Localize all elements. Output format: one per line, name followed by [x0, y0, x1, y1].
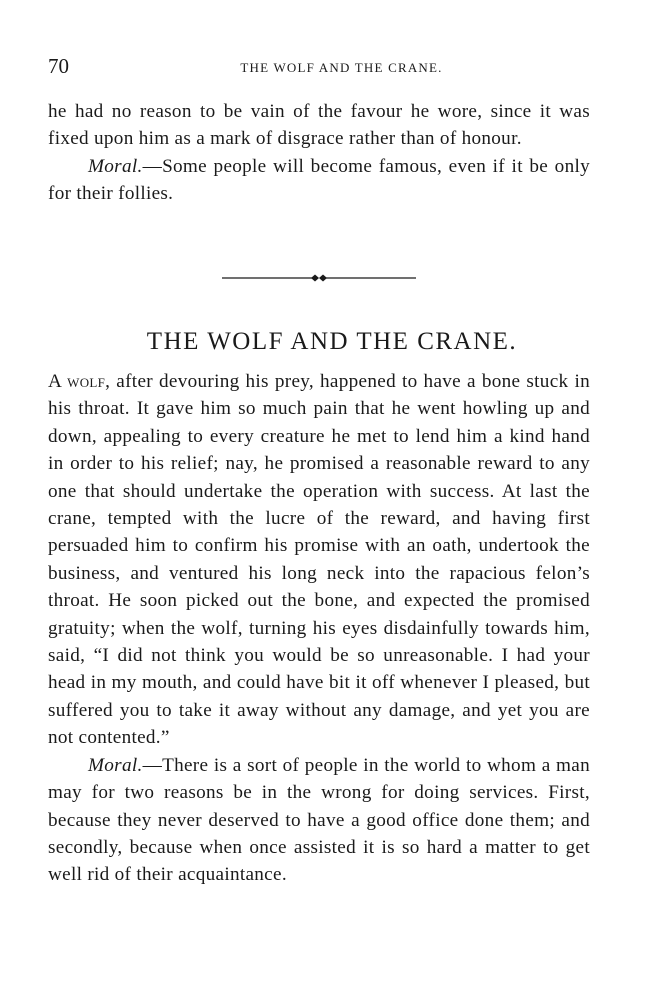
- preceding-fable-paragraph: he had no reason to be vain of the favour he wore, since it was fixed upon him as a mark of disgrace rather than of honour.: [48, 101, 590, 150]
- page-number: 70: [48, 54, 69, 78]
- running-head: [48, 54, 590, 78]
- moral-text: —Some people will become famous, even if it be only for their follies.: [48, 155, 590, 205]
- moral-label: Moral.: [88, 155, 143, 177]
- fable-text: [48, 368, 590, 889]
- fable-opening-word: A wolf,: [48, 371, 111, 392]
- double-diamond-ornament-icon: [222, 270, 416, 286]
- fable-title: THE WOLF AND THE CRANE.: [146, 328, 518, 355]
- fable-paragraph: [48, 368, 590, 752]
- moral-text: —There is a sort of people in the world to whom a man may for two reasons be in the wrong for doing services. First, because they never deserved to have a good office done them; and secondly, because when once assisted it is so hard a matter to get well rid of their acquaintance.: [48, 754, 590, 886]
- preceding-fable-moral: [48, 153, 590, 208]
- preceding-fable-ending: [48, 98, 590, 208]
- fable-moral: [48, 752, 590, 889]
- running-title: THE WOLF AND THE CRANE.: [240, 60, 443, 75]
- moral-label: Moral.: [88, 754, 143, 776]
- fable-body: after devouring his prey, happened to have a bone stuck in his throat. It gave him so much pain that he went howling up and down, appealing to every creature he met to lend him a kind hand in order to his relief; nay, he promised a reasonable reward to any one that should undertake the operation with success. At last the crane, tempted with the lucre of the reward, and having first persuaded him to confirm his promise with an oath, undertook the business, and ventured his long neck into the rapacious felon’s throat. He soon picked out the bone, and expected the promised gratuity; when the wolf, turning his eyes disdainfully towards him, said, “I did not think you would be so unreasonable. I had your head in my mouth, and could have bit it off whenever I pleased, but suffered you to take it away without any damage, and yet you are not contented.”: [48, 371, 590, 749]
